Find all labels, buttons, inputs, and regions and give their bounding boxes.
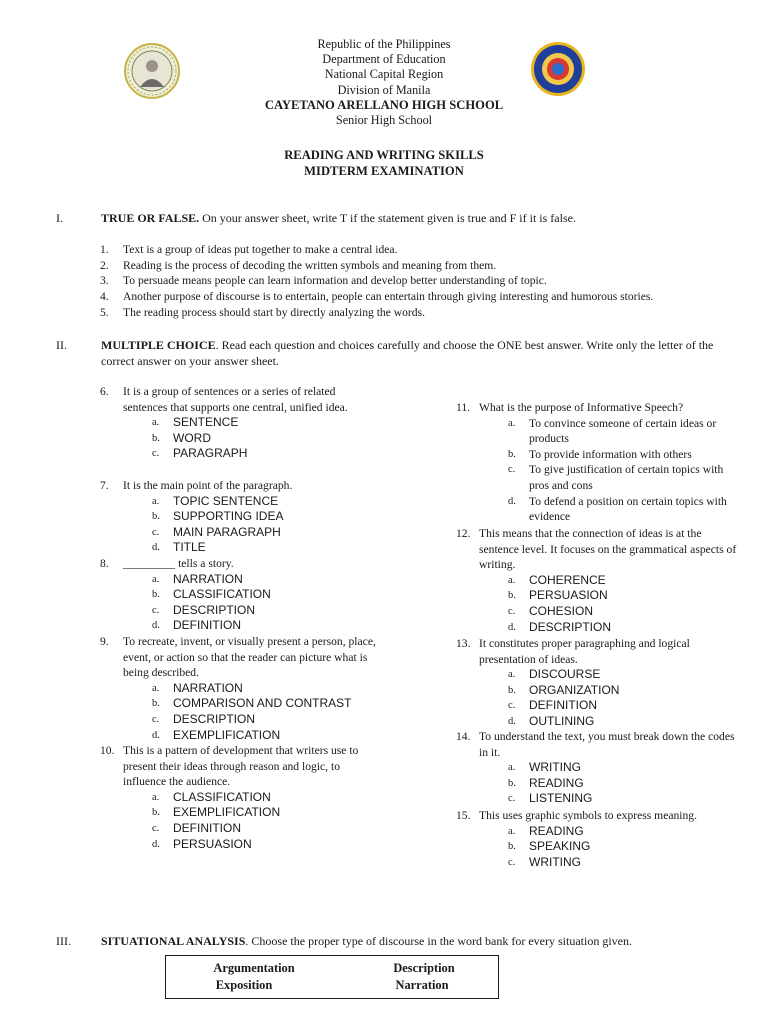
question-14: 14. To understand the text, you must break down the codes in it. a. WRITING b. READING c. LISTENING <box>456 729 738 807</box>
option: b. PERSUASION <box>508 588 608 603</box>
option: c. MAIN PARAGRAPH <box>152 524 281 539</box>
option: c. To give justification of certain topics with pros and cons <box>508 463 724 492</box>
option: a. NARRATION <box>152 680 243 695</box>
section-2-instructions <box>101 338 721 369</box>
option: c. DESCRIPTION <box>152 711 256 726</box>
option: a. CLASSIFICATION <box>152 789 271 804</box>
option: d. PERSUASION <box>152 836 252 851</box>
option: b. SPEAKING <box>508 839 591 854</box>
list-item: 5. The reading process should start by directly analyzing the words. <box>100 305 425 319</box>
option: d. To defend a position on certain topics with evidence <box>508 494 727 524</box>
question-10: 10. This is a pattern of development that writers use to present their ideas through reason and logic, to influence the audience. a. CLASSIFICATION b. EXEMPLIFICATION c. DEFINITION d. PERSUASION <box>100 743 400 852</box>
section-2-text: . Read each question and choices carefully and choose the ONE best answer. Write only the letter of the correct answer on your answer sheet. <box>101 338 714 368</box>
option: b. CLASSIFICATION <box>152 587 271 602</box>
section-1-number: I. <box>56 211 63 225</box>
option: a. DISCOURSE <box>508 667 601 682</box>
question-9: 9. To recreate, invent, or visually present a person, place, event, or action so that the reader can picture what is being described. a. NARRATION b. COMPARISON AND CONTRAST c. DESCRIPTION d. EXEMPLIFICATION <box>100 634 400 743</box>
option: d. OUTLINING <box>508 713 595 728</box>
option: b. EXEMPLIFICATION <box>152 805 281 820</box>
option: c. DEFINITION <box>508 698 597 713</box>
question-12: 12. This means that the connection of ideas is at the sentence level. It focuses on the grammatical aspects of writing. a. COHERENCE b. PERSUASION c. COHESION d. DESCRIPTION <box>456 527 737 634</box>
header-department: Department of Education <box>322 52 446 67</box>
list-item: 1. Text is a group of ideas put together to make a central idea. <box>100 243 398 256</box>
option: a. READING <box>508 823 584 838</box>
header-school-name: CAYETANO ARELLANO HIGH SCHOOL <box>264 97 504 112</box>
true-false-list <box>100 242 740 321</box>
option: a. To convince someone of certain ideas or products <box>508 416 717 446</box>
header-senior-high: Senior High School <box>335 113 433 128</box>
word-bank-item: Description <box>393 961 455 975</box>
exam-title <box>0 147 768 179</box>
option: b. ORGANIZATION <box>508 682 620 697</box>
word-bank-item: Narration <box>395 978 449 992</box>
header-republic: Republic of the Philippines <box>317 37 451 51</box>
list-item: 2. Reading is the process of decoding the written symbols and meaning from them. <box>100 258 497 272</box>
option: a. COHERENCE <box>508 572 606 587</box>
option: d. DEFINITION <box>152 618 241 633</box>
section-1-instructions <box>101 211 731 227</box>
option: c. LISTENING <box>508 791 593 806</box>
option: c. DEFINITION <box>152 820 241 835</box>
option: c. PARAGRAPH <box>152 446 248 461</box>
header-region: National Capital Region <box>324 67 444 82</box>
section-2-number: II. <box>56 338 67 352</box>
document-header <box>0 37 768 128</box>
exam-type: MIDTERM EXAMINATION <box>304 164 464 178</box>
option: d. DESCRIPTION <box>508 619 612 634</box>
question-7: 7. It is the main point of the paragraph. a. TOPIC SENTENCE b. SUPPORTING IDEA c. MAIN PARAGRAPH d. TITLE <box>100 478 400 556</box>
option: b. READING <box>508 775 584 790</box>
exam-subject: READING AND WRITING SKILLS <box>284 148 484 162</box>
section-3-heading: SITUATIONAL ANALYSIS <box>101 934 246 948</box>
question-6: 6. It is a group of sentences or a series of related sentences that supports one central, unified idea. a. SENTENCE b. WORD c. PARAGRAPH <box>100 384 400 462</box>
section-3-number: III. <box>56 934 71 948</box>
section-3-instructions <box>101 934 731 950</box>
question-13: 13. It constitutes proper paragraphing and logical presentation of ideas. a. DISCOURSE b. ORGANIZATION c. DEFINITION d. OUTLINING <box>456 636 738 730</box>
option: d. TITLE <box>152 540 206 555</box>
list-item: 3. To persuade means people can learn information and develop better understanding of topic. <box>100 274 547 288</box>
option: c. COHESION <box>508 603 594 618</box>
option: a. TOPIC SENTENCE <box>152 493 279 508</box>
option: a. SENTENCE <box>152 415 239 430</box>
option: d. EXEMPLIFICATION <box>152 727 281 742</box>
word-bank-item: Argumentation <box>213 961 295 975</box>
section-1-heading: TRUE OR FALSE. <box>101 211 200 225</box>
option: b. SUPPORTING IDEA <box>152 509 284 524</box>
word-bank-item: Exposition <box>215 978 273 992</box>
section-1-text: On your answer sheet, write T if the statement given is true and F if it is false. <box>199 211 576 225</box>
section-3-text: . Choose the proper type of discourse in the word bank for every situation given. <box>245 934 632 948</box>
option: c. WRITING <box>508 854 581 869</box>
option: c. DESCRIPTION <box>152 602 256 617</box>
option: b. To provide information with others <box>508 447 692 461</box>
option: b. COMPARISON AND CONTRAST <box>152 696 352 711</box>
question-11: 11. What is the purpose of Informative Speech? a. To convince someone of certain ideas or products b. To provide information with others c. To give justification of certain topics with pros and cons d. To defend a position on certain topics with evidence <box>456 400 738 525</box>
question-15: 15. This uses graphic symbols to express meaning. a. READING b. SPEAKING c. WRITING <box>456 808 746 870</box>
section-2-heading: MULTIPLE CHOICE <box>101 338 216 352</box>
option: a. NARRATION <box>152 571 243 586</box>
option: a. WRITING <box>508 760 581 775</box>
header-division: Division of Manila <box>337 82 431 97</box>
question-8: 8. _________ tells a story. a. NARRATION b. CLASSIFICATION c. DESCRIPTION d. DEFINITION <box>100 556 400 634</box>
option: b. WORD <box>152 430 211 445</box>
list-item: 4. Another purpose of discourse is to entertain, people can entertain through giving interesting and humorous stories. <box>100 290 654 304</box>
word-bank <box>165 955 499 999</box>
